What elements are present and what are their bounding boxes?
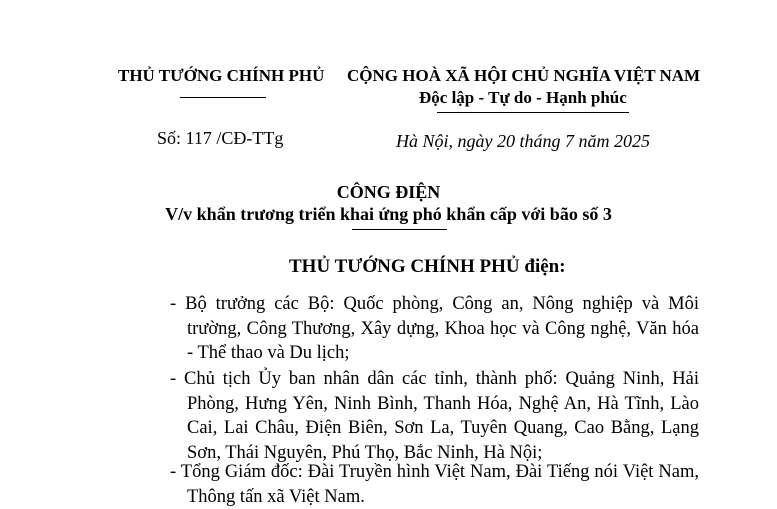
national-title: CỘNG HOÀ XÃ HỘI CHỦ NGHĨA VIỆT NAM xyxy=(347,66,701,85)
document-type: CÔNG ĐIỆN xyxy=(336,182,441,202)
recipient-item: - Chủ tịch Ủy ban nhân dân các tỉnh, thành phố: Quảng Ninh, Hải Phòng, Hưng Yên, Ninh Bình, Thanh Hóa, Nghệ An, Hà Tĩnh, Lào Cai, Lai Châu, Điện Biên, Sơn La, Tuyên Quang, Cao Bằng, Lạng Sơn, Thái Nguyên, Phú Thọ, Bắc Ninh, Hà Nội; xyxy=(170,369,699,463)
place-and-date: Hà Nội, ngày 20 tháng 7 năm 2025 xyxy=(396,131,650,151)
subject-underline xyxy=(352,229,447,230)
issuing-authority: THỦ TƯỚNG CHÍNH PHỦ xyxy=(118,66,325,85)
document-subject: V/v khẩn trương triển khai ứng phó khẩn cấp với bão số 3 xyxy=(165,204,612,224)
national-motto: Độc lập - Tự do - Hạnh phúc xyxy=(419,88,627,107)
document-number: Số: 117 /CĐ-TTg xyxy=(157,128,284,148)
recipient-item: - Tổng Giám đốc: Đài Truyền hình Việt Nam, Đài Tiếng nói Việt Nam, Thông tấn xã Việt Nam. xyxy=(170,462,699,507)
issuer-underline xyxy=(180,97,266,98)
addressee-heading: THỦ TƯỚNG CHÍNH PHỦ điện: xyxy=(289,256,566,277)
recipient-item: - Bộ trưởng các Bộ: Quốc phòng, Công an, Nông nghiệp và Môi trường, Công Thương, Xây dựng, Khoa học và Công nghệ, Văn hóa - Thể thao và Du lịch; xyxy=(170,294,699,363)
motto-underline xyxy=(437,112,629,113)
